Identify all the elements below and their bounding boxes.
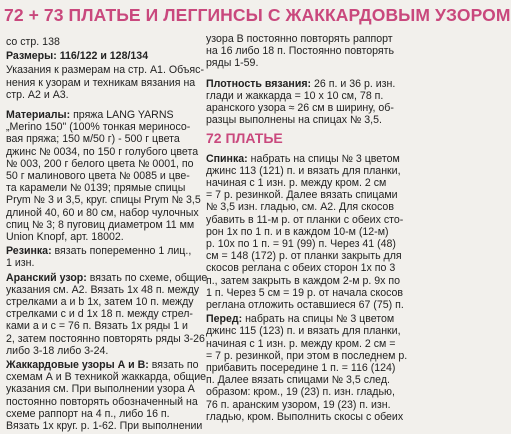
text-line: „Merino 150" (100% тонкая мериносо- (6, 121, 191, 134)
materials-paragraph (6, 109, 201, 244)
text-line: п. Далее вязать спицами № 3,5 след. (206, 374, 390, 387)
text-line: длиной 40, 60 и 80 см, набор чулочных (6, 206, 199, 219)
text-line: схеме раппорт на 4 п., либо 16 п. (6, 407, 170, 420)
sizes-label: Размеры: (6, 50, 57, 63)
text-line: разцы выполнены на спицах № 3,5. (206, 114, 382, 127)
text-line: рон 1х по 1 п. и в каждом 10-м (12-м) (206, 225, 389, 238)
text-line: начиная с 1 изн. р. между кром. 2 см (206, 177, 387, 190)
sizes-notes-paragraph (6, 64, 204, 101)
back-paragraph (206, 152, 404, 312)
text-line: стрелками с и d 1х 18 п. между стрел- (6, 308, 193, 321)
text-line: п., затем закрыть в каждом 2-м р. 9х по (206, 274, 401, 287)
text-line: Вязать 1х круг. р. 1-62. При выполнении (6, 420, 203, 433)
text-line: скосов реглана с обеих сторон 1х по 3 (206, 262, 396, 275)
text-line: узора В постоянно повторять раппорт (206, 33, 393, 45)
text-line: 2, затем постоянно повторять ряды 3-26 (6, 332, 205, 345)
text-line: Материалы: пряжа LANG YARNS (6, 109, 174, 122)
text-line: = 7 р. резинкой, при этом в последнем р. (206, 349, 408, 362)
right-column (206, 33, 408, 425)
text-line: гладью, кром. Выполнить скосы с обеих (206, 410, 404, 423)
text-line: Аранский узор: вязать по схеме, общие (6, 271, 208, 284)
section-title: 72 ПЛАТЬЕ (206, 130, 283, 147)
jacquard-label: Жаккардовые узоры А и В: (6, 359, 149, 372)
materials-label: Материалы: (6, 109, 71, 122)
see-page-note: со стр. 138 (6, 36, 60, 48)
aran-label: Аранский узор: (6, 271, 87, 284)
text-line: ряды 1-59. (206, 57, 259, 70)
text-line: Указания к размерам на стр. А1. Объяс- (6, 64, 204, 77)
text-line: стр. А2 и А3. (6, 88, 69, 101)
text-line: постоянно повторять обозначенный на (6, 395, 198, 408)
text-line: 76 п. аранским узором, 19 (23) п. изн. (206, 398, 391, 411)
text-line: джинс 115 (123) п. и вязать для планки, (206, 325, 401, 338)
text-line: № 3,5 изн. гладью, см. А2. Для скосов (206, 201, 394, 214)
text-line: реглана отложить оставшиеся 67 (75) п. (206, 299, 404, 312)
text-line: ками a и c = 76 п. Вязать 1х ряды 1 и (6, 320, 188, 333)
text-line: либо 3-18 либо 3-24. (6, 344, 109, 357)
text-line: образом: кром., 19 (23) п. изн. гладью, (206, 386, 395, 399)
sizes-value: 116/122 и 128/134 (59, 50, 149, 63)
sizes-paragraph (6, 50, 198, 62)
text-line: глади и жаккарда = 10 х 10 см, 78 п. (206, 89, 384, 102)
aran-paragraph (6, 271, 208, 357)
text-line: Резинка: вязать попеременно 1 лиц., (6, 245, 192, 258)
text-line: Спинка: набрать на спицы № 3 цветом (206, 152, 400, 165)
text-line: 1 п. Через 5 см = 19 р. от начала скосов (206, 286, 404, 299)
rib-paragraph (6, 245, 198, 269)
front-paragraph (206, 313, 408, 423)
back-label: Спинка: (206, 152, 248, 165)
text-line: начиная с 1 изн. р. между кром. 2 см = (206, 337, 396, 350)
text-line: стрелками а и b 1х, затем 10 п. между (6, 296, 194, 309)
text-line: Перед: набрать на спицы № 3 цветом (206, 313, 395, 326)
text-line: Union Knopf, арт. 18002. (6, 231, 124, 244)
text-line: р. 10х по 1 п. = 91 (99) п. Через 41 (48) (206, 238, 396, 251)
text-line: на 16 либо 18 п. Постоянно повторять (206, 45, 394, 58)
text-line: джинс № 0034, по 150 г голубого цвета (6, 145, 199, 158)
text-line: Жаккардовые узоры А и В: вязать по (6, 359, 199, 372)
front-label: Перед: (206, 313, 243, 326)
density-paragraph (206, 78, 400, 127)
text-line: та карамели № 0139; прямые спицы (6, 182, 186, 195)
text-line: 50 г малинового цвета № 0085 и цве- (6, 170, 190, 183)
density-label: Плотность вязания: (206, 77, 312, 90)
left-column (6, 36, 208, 434)
text-line: вая пряжа; 150 м/50 г) - 500 г цвета (6, 133, 180, 146)
text-line: № 003, 200 г белого цвета № 0001, по (6, 157, 194, 170)
text-line: указания см. А2. Вязать 1х 48 п. между (6, 283, 200, 296)
text-line: 1 изн. (6, 257, 35, 270)
jacquard-paragraph (6, 359, 207, 433)
text-line: Prym № 3 и 3,5, круг. спицы Prym № 3,5 (6, 194, 201, 207)
text-line: схемам А и В техникой жаккарда, общие (6, 371, 207, 384)
text-line: аранского узора ≈ 26 см в ширину, об- (206, 102, 394, 115)
text-line: прибавить посередине 1 п. = 116 (124) (206, 362, 396, 375)
text-line: нения к узорам и техникам вязания на (6, 76, 196, 89)
text-line: джинс 113 (121) п. и вязать для планки, (206, 164, 401, 177)
text-line: см = 148 (172) р. от планки закрыть для (206, 250, 402, 263)
text-line: указания см. При выполнении узора А (6, 383, 195, 396)
rib-label: Резинка: (6, 245, 52, 258)
text-line: убавить в 11-м р. от планки с обеих сто- (206, 213, 404, 226)
page-title: 72 + 73 ПЛАТЬЕ И ЛЕГГИНСЫ С ЖАККАРДОВЫМ УЗОРОМ (4, 5, 511, 25)
jacquard-continued-paragraph (206, 33, 400, 70)
text-line: Плотность вязания: 26 п. и 36 р. изн. (206, 77, 396, 90)
text-line: = 7 р. резинкой. Далее вязать спицами (206, 189, 398, 202)
text-line: спиц № 3; 8 пуговиц диаметром 11 мм (6, 218, 195, 231)
